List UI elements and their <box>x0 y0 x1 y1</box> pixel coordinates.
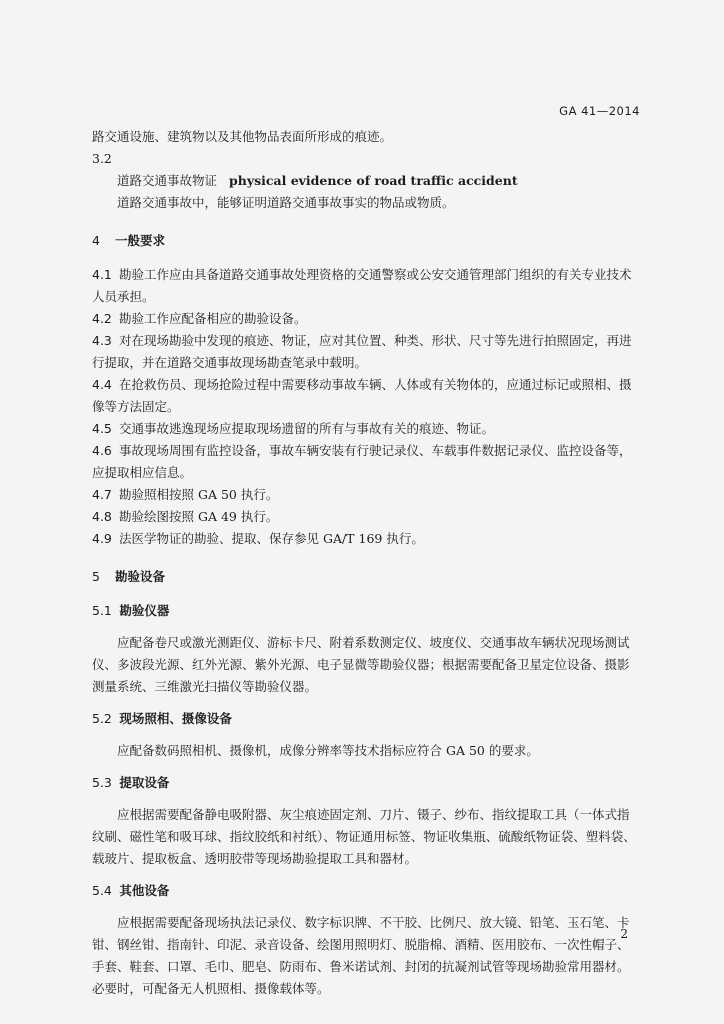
clause-4-8 <box>92 506 638 528</box>
clause-4-6 <box>92 440 638 484</box>
page-body <box>92 126 638 1000</box>
clause-4-7 <box>92 484 638 506</box>
subsection-title: 勘验仪器 <box>119 603 170 618</box>
subsection-title: 其他设备 <box>119 883 170 898</box>
clause-text: 事故现场周围有监控设备，事故车辆安装有行驶记录仪、车载事件数据记录仪、监控设备等，应提取相应信息。 <box>92 443 632 480</box>
clause-text: 勘验工作应由具备道路交通事故处理资格的交通警察或公安交通管理部门组织的有关专业技术人员承担。 <box>92 267 632 304</box>
term-zh: 道路交通事故物证 <box>117 173 218 188</box>
subsection-number: 5.4 <box>92 883 112 898</box>
subsection-5-1-text: 应配备卷尺或激光测距仪、游标卡尺、附着系数测定仪、坡度仪、交通事故车辆状况现场测试仪、多波段光源、红外光源、紫外光源、电子显微等勘验仪器；根据需要配备卫星定位设备、摄影测量系统、三维激光扫描仪等勘验仪器。 <box>92 635 630 694</box>
section-4-heading <box>92 230 638 252</box>
clause-text: 在抢救伤员、现场抢险过程中需要移动事故车辆、人体或有关物体的，应通过标记或照相、摄像等方法固定。 <box>92 377 632 414</box>
clause-number: 4.4 <box>92 377 112 392</box>
subsection-5-2-heading <box>92 708 638 730</box>
clause-number: 4.1 <box>92 267 112 282</box>
clause-text: 交通事故逃逸现场应提取现场遗留的所有与事故有关的痕迹、物证。 <box>118 421 494 436</box>
standard-code: GA 41—2014 <box>559 104 640 118</box>
section-title: 勘验设备 <box>115 569 166 584</box>
subsection-5-2-text: 应配备数码照相机、摄像机，成像分辨率等技术指标应符合 GA 50 的要求。 <box>117 743 539 758</box>
clause-number: 4.5 <box>92 421 112 436</box>
subsection-5-3-text: 应根据需要配备静电吸附器、灰尘痕迹固定剂、刀片、镊子、纱布、指纹提取工具（一体式指纹刷、磁性笔和吸耳球、指纹胶纸和衬纸）、物证通用标签、物证收集瓶、硫酸纸物证袋、塑料袋、载玻片、提取板盒、透明胶带等现场勘验提取工具和器材。 <box>92 807 636 866</box>
term-number: 3.2 <box>92 151 112 166</box>
clause-number: 4.2 <box>92 311 112 326</box>
subsection-5-1-heading <box>92 600 638 622</box>
clause-4-9 <box>92 528 638 550</box>
subsection-number: 5.3 <box>92 775 112 790</box>
page-number: 2 <box>620 927 628 941</box>
subsection-5-4-heading <box>92 880 638 902</box>
clause-number: 4.9 <box>92 531 112 546</box>
continued-paragraph: 路交通设施、建筑物以及其他物品表面所形成的痕迹。 <box>92 129 393 144</box>
subsection-5-3-heading <box>92 772 638 794</box>
subsection-title: 提取设备 <box>119 775 170 790</box>
section-number: 5 <box>92 569 100 584</box>
clause-4-3 <box>92 330 638 374</box>
clause-4-2 <box>92 308 638 330</box>
clause-text: 勘验照相按照 GA 50 执行。 <box>118 487 279 502</box>
subsection-number: 5.1 <box>92 603 112 618</box>
clause-4-4 <box>92 374 638 418</box>
subsection-title: 现场照相、摄像设备 <box>119 711 232 726</box>
clause-text: 勘验绘图按照 GA 49 执行。 <box>118 509 279 524</box>
clause-text: 勘验工作应配备相应的勘验设备。 <box>118 311 307 326</box>
clause-number: 4.3 <box>92 333 112 348</box>
clause-number: 4.8 <box>92 509 112 524</box>
clause-4-1 <box>92 264 638 308</box>
clause-text: 法医学物证的勘验、提取、保存参见 GA/T 169 执行。 <box>118 531 424 546</box>
clause-text: 对在现场勘验中发现的痕迹、物证，应对其位置、种类、形状、尺寸等先进行拍照固定，再进行提取，并在道路交通事故现场勘查笔录中载明。 <box>92 333 632 370</box>
term-heading <box>92 170 638 192</box>
subsection-number: 5.2 <box>92 711 112 726</box>
clause-number: 4.7 <box>92 487 112 502</box>
subsection-5-4-text: 应根据需要配备现场执法记录仪、数字标识牌、不干胶、比例尺、放大镜、铅笔、玉石笔、卡钳、钢丝钳、指南针、印泥、录音设备、绘图用照明灯、脱脂棉、酒精、医用胶布、一次性帽子、手套、鞋套、口罩、毛巾、肥皂、防雨布、鲁米诺试剂、封闭的抗凝剂试管等现场勘验常用器材。必要时，可配备无人机照相、摄像载体等。 <box>92 915 630 996</box>
clause-number: 4.6 <box>92 443 112 458</box>
section-5-heading <box>92 566 638 588</box>
section-number: 4 <box>92 233 100 248</box>
term-en: physical evidence of road traffic accident <box>229 173 518 188</box>
clause-4-5 <box>92 418 638 440</box>
term-definition: 道路交通事故中，能够证明道路交通事故事实的物品或物质。 <box>117 195 455 210</box>
section-title: 一般要求 <box>115 233 166 248</box>
